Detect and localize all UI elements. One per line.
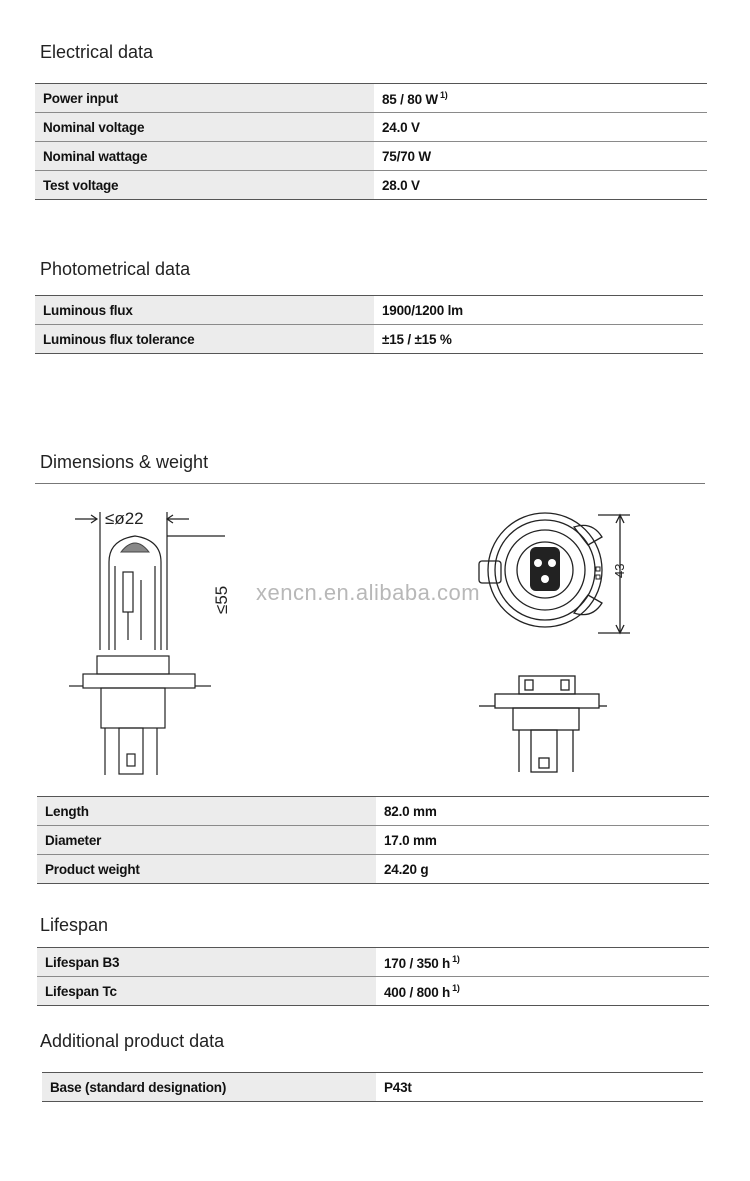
row-value: 82.0 mm <box>376 797 709 826</box>
additional-table <box>42 1072 703 1102</box>
section-divider <box>35 483 705 484</box>
lifespan-table <box>37 947 709 1006</box>
table-row <box>35 296 703 325</box>
row-value: 75/70 W <box>374 142 707 171</box>
row-label: Length <box>37 797 376 826</box>
lamp-base-side-drawing <box>475 672 610 777</box>
row-label: Luminous flux tolerance <box>35 325 374 354</box>
section-title-dimensions: Dimensions & weight <box>40 452 209 472</box>
dimensions-table <box>37 796 709 884</box>
table-row <box>37 948 709 977</box>
row-label: Diameter <box>37 826 376 855</box>
row-value: 28.0 V <box>374 171 707 200</box>
section-title-photometrical: Photometrical data <box>40 259 191 279</box>
row-label: Nominal wattage <box>35 142 374 171</box>
row-value: 24.20 g <box>376 855 709 884</box>
height-dimension-label: ≤55 <box>212 585 231 614</box>
table-row <box>35 113 707 142</box>
row-label: Lifespan Tc <box>37 977 376 1006</box>
row-value: 85 / 80 W $^{1)}$ <box>374 84 707 113</box>
table-row <box>42 1073 703 1102</box>
row-value: 1900/1200 lm <box>374 296 703 325</box>
flange-dimension-label: 43 <box>612 563 627 578</box>
table-row <box>37 977 709 1006</box>
electrical-table <box>35 83 707 200</box>
table-row <box>37 797 709 826</box>
watermark-text: xencn.en.alibaba.com <box>256 580 481 605</box>
row-value: 17.0 mm <box>376 826 709 855</box>
table-row <box>35 325 703 354</box>
row-label: Base (standard designation) <box>42 1073 376 1102</box>
row-value: 170 / 350 h $^{1)}$ <box>376 948 709 977</box>
row-label: Test voltage <box>35 171 374 200</box>
row-value: ±15 / ±15 % <box>374 325 703 354</box>
lamp-side-view-drawing <box>55 500 225 785</box>
section-title-electrical: Electrical data <box>40 42 154 62</box>
photometrical-table <box>35 295 703 354</box>
row-value: 24.0 V <box>374 113 707 142</box>
table-row <box>37 855 709 884</box>
row-label: Nominal voltage <box>35 113 374 142</box>
section-title-additional: Additional product data <box>40 1031 225 1051</box>
table-row <box>35 84 707 113</box>
table-row <box>35 171 707 200</box>
row-label: Power input <box>35 84 374 113</box>
section-title-lifespan: Lifespan <box>40 915 109 935</box>
table-row <box>37 826 709 855</box>
row-value: 400 / 800 h $^{1)}$ <box>376 977 709 1006</box>
row-label: Product weight <box>37 855 376 884</box>
row-label: Luminous flux <box>35 296 374 325</box>
diameter-dimension-label: ≤ø22 <box>105 509 144 528</box>
row-value: P43t <box>376 1073 703 1102</box>
table-row <box>35 142 707 171</box>
row-label: Lifespan B3 <box>37 948 376 977</box>
